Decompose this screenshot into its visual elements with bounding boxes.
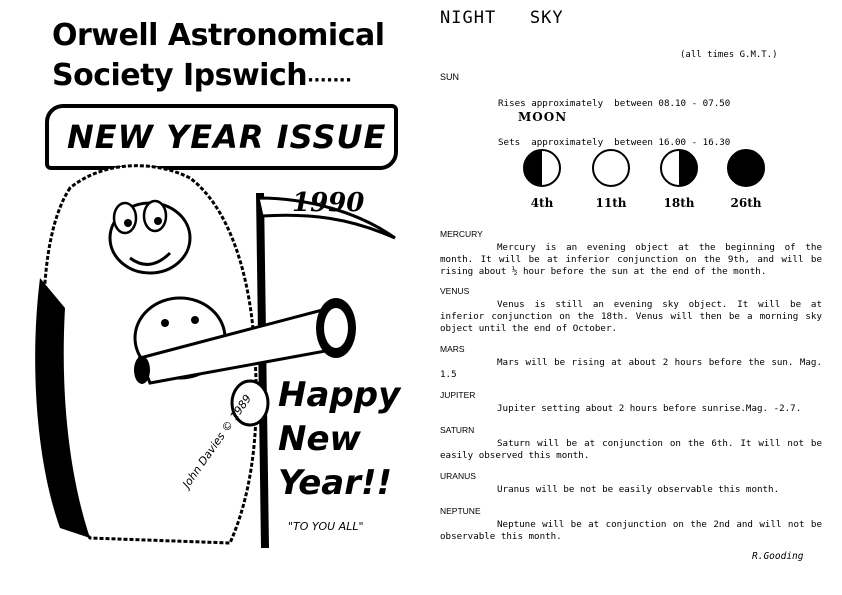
moon-new-icon bbox=[726, 148, 766, 188]
greeting-sub: "TO YOU ALL" bbox=[288, 520, 364, 533]
planet-name: JUPITER bbox=[440, 390, 476, 400]
planet-section-venus bbox=[440, 286, 822, 335]
moon-last-quarter-icon bbox=[659, 148, 699, 188]
year-label: 1990 bbox=[292, 188, 365, 218]
scythe-handle bbox=[260, 193, 265, 548]
cover-panel bbox=[30, 8, 410, 568]
page-title: NIGHT SKY bbox=[440, 8, 564, 28]
planet-section-saturn bbox=[440, 425, 822, 462]
planet-section-neptune bbox=[440, 506, 822, 543]
moon-title: MOON bbox=[518, 110, 568, 124]
moon-phase-label: 26th bbox=[730, 196, 762, 210]
author-signature: R.Gooding bbox=[752, 551, 804, 562]
planet-text: Uranus will be not be easily observable this month. bbox=[497, 484, 780, 495]
planet-section-uranus bbox=[440, 471, 822, 496]
planet-text: Saturn will be at conjunction on the 6th. It will not be easily observed this month. bbox=[440, 438, 822, 461]
cover-title-line2: Society Ipswich bbox=[52, 58, 308, 93]
sun-label: SUN bbox=[440, 72, 460, 82]
moon-phase-label: 4th bbox=[530, 196, 554, 210]
planet-name: VENUS bbox=[440, 286, 470, 296]
planet-text: Venus is still an evening sky object. It will be at inferior conjunction on the 18th. Venus will then be a morning sky object until the end of October. bbox=[440, 299, 822, 334]
greeting bbox=[278, 373, 400, 505]
planet-name: NEPTUNE bbox=[440, 506, 481, 516]
sun-sets: Sets approximately between 16.00 - 16.30 bbox=[498, 137, 731, 148]
issue-banner-text: NEW YEAR ISSUE bbox=[67, 118, 387, 156]
moon-full-icon bbox=[591, 148, 631, 188]
cover-title-line2-wrap bbox=[52, 58, 351, 95]
planet-name: URANUS bbox=[440, 471, 476, 481]
planet-name: MERCURY bbox=[440, 229, 483, 239]
planet-text: Mercury is an evening object at the beginning of the month. It will be at inferior conjunction on the 9th, and will be rising about ½ hour before the sun at the end of the month. bbox=[440, 242, 822, 277]
planet-name: SATURN bbox=[440, 425, 475, 435]
moon-phase-label: 11th bbox=[595, 196, 627, 210]
planet-section-mars bbox=[440, 344, 822, 381]
planet-text: Jupiter setting about 2 hours before sunrise.Mag. -2.7. bbox=[497, 403, 802, 414]
planet-text: Mars will be rising at about 2 hours before the sun. Mag. 1.5 bbox=[440, 357, 822, 380]
greeting-line3: Year!! bbox=[278, 463, 393, 503]
times-note: (all times G.M.T.) bbox=[680, 50, 778, 60]
night-sky-panel bbox=[440, 0, 830, 595]
planet-section-mercury bbox=[440, 229, 822, 278]
cover-title-dots: ....... bbox=[307, 65, 352, 87]
moon-phase-label: 18th bbox=[663, 196, 695, 210]
greeting-line2: New bbox=[278, 419, 361, 459]
planet-name: MARS bbox=[440, 344, 465, 354]
cover-title-line1: Orwell Astronomical bbox=[52, 18, 385, 53]
greeting-line1: Happy bbox=[278, 375, 401, 415]
planet-section-jupiter bbox=[440, 390, 822, 415]
sun-rises: Rises approximately between 08.10 - 07.50 bbox=[498, 98, 731, 109]
artist-signature: John Davies © 1989 bbox=[180, 392, 255, 491]
moon-first-quarter-icon bbox=[522, 148, 562, 188]
planet-text: Neptune will be at conjunction on the 2nd and will not be observable this month. bbox=[440, 519, 822, 542]
